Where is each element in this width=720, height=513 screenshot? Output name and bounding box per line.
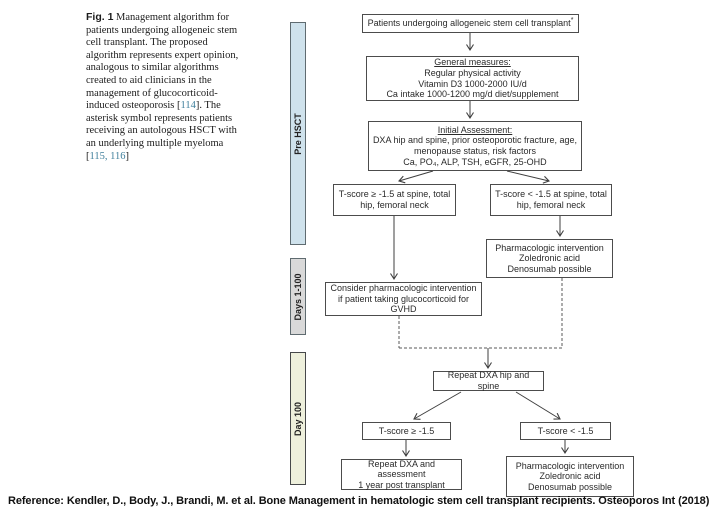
box-pharmacologic-intervention-1 [486,239,613,278]
box-tscore-normal [333,184,456,216]
citation-link-114[interactable]: 114 [180,100,196,112]
arrow-initial-to-tscore-normal [399,171,433,181]
tscore-normal-2-text: T-score ≥ -1.5 [378,425,435,436]
general-measures-line: Ca intake 1000-1200 mg/d diet/supplement [386,89,559,100]
box-consider-pharmacologic [325,282,482,316]
box-tscore-low-2 [520,422,611,440]
box-patients-transplant [362,14,579,33]
initial-assessment-line: Ca, PO₄, ALP, TSH, eGFR, 25-OHD [403,156,547,167]
tscore-normal-text: T-score ≥ -1.5 at spine, total hip, femoral neck [338,189,451,210]
general-measures-title: General measures: [434,57,511,68]
caption-text: ] [125,150,129,162]
arrow-repeat-dxa-to-tscore-normal2 [414,392,461,419]
pharm1-line: Zoledronic acid [518,253,581,264]
consider-text: Consider pharmacologic intervention if patient taking glucocorticoid for GVHD [330,283,477,315]
asterisk-superscript: * [570,17,574,25]
initial-assessment-line: menopause status, risk factors [413,146,537,156]
initial-assessment-line: DXA hip and spine, prior osteoporotic fracture, age, [372,135,578,146]
box-tscore-low [490,184,612,216]
pharm2-line: Denosumab possible [527,481,613,492]
arrow-repeat-dxa-to-tscore-low2 [516,392,560,419]
box-repeat-assessment [341,459,462,490]
caption-text: Management algorithm for patients undergoing allogeneic stem cell transplant. The proposed algorithm represents expert opinion, analogous to similar algorithms created to aid clinicians in the management of glucocorticoid-induced osteoporosis [ [86,12,239,112]
box-repeat-dxa [433,371,544,391]
repeat-assessment-line: 1 year post transplant [358,479,445,490]
tscore-low-2-text: T-score < -1.5 [537,425,594,436]
pharm1-line: Pharmacologic intervention [495,242,604,253]
repeat-dxa-text: Repeat DXA hip and spine [447,370,530,391]
timeline-label-day-100: Day 100 [293,401,303,436]
arrow-initial-to-tscore-low [507,171,549,181]
timeline-bar-day-100 [290,352,306,485]
box-tscore-normal-2 [362,422,451,440]
repeat-assessment-line: Repeat DXA and assessment [367,458,436,480]
timeline-bar-pre-hsct [290,22,306,245]
box-general-measures [366,56,579,101]
reference-citation: Reference: Kendler, D., Body, J., Brandi, M. et al. Bone Management in hematologic stem cell transplant recipients. Osteoporos Int (2018) [8,495,710,507]
general-measures-line: Vitamin D3 1000-2000 IU/d [418,78,527,89]
box-patients-text [368,18,574,29]
caption-text: ]. The asterisk symbol represents patients receiving an autologous HSCT with an underlying multiple myeloma [ [86,100,237,162]
pharm1-line: Denosumab possible [507,263,592,274]
box-initial-assessment [368,121,582,171]
figure-caption [86,11,240,163]
citation-link-115-116[interactable]: 115, 116 [89,150,126,162]
pharm2-line: Pharmacologic intervention [515,460,625,471]
box-pharmacologic-intervention-2 [506,456,634,497]
general-measures-line: Regular physical activity [424,67,521,78]
figure-label: Fig. 1 [86,11,114,23]
tscore-low-text: T-score < -1.5 at spine, total hip, femoral neck [495,189,607,210]
pharm2-line: Zoledronic acid [539,471,601,482]
initial-assessment-title: Initial Assessment: [437,124,513,135]
timeline-bar-days-1-100 [290,258,306,335]
timeline-label-days-1-100: Days 1-100 [293,272,303,321]
patients-label: Patients undergoing allogeneic stem cell transplant [367,18,571,29]
timeline-label-pre-hsct: Pre HSCT [293,112,303,155]
